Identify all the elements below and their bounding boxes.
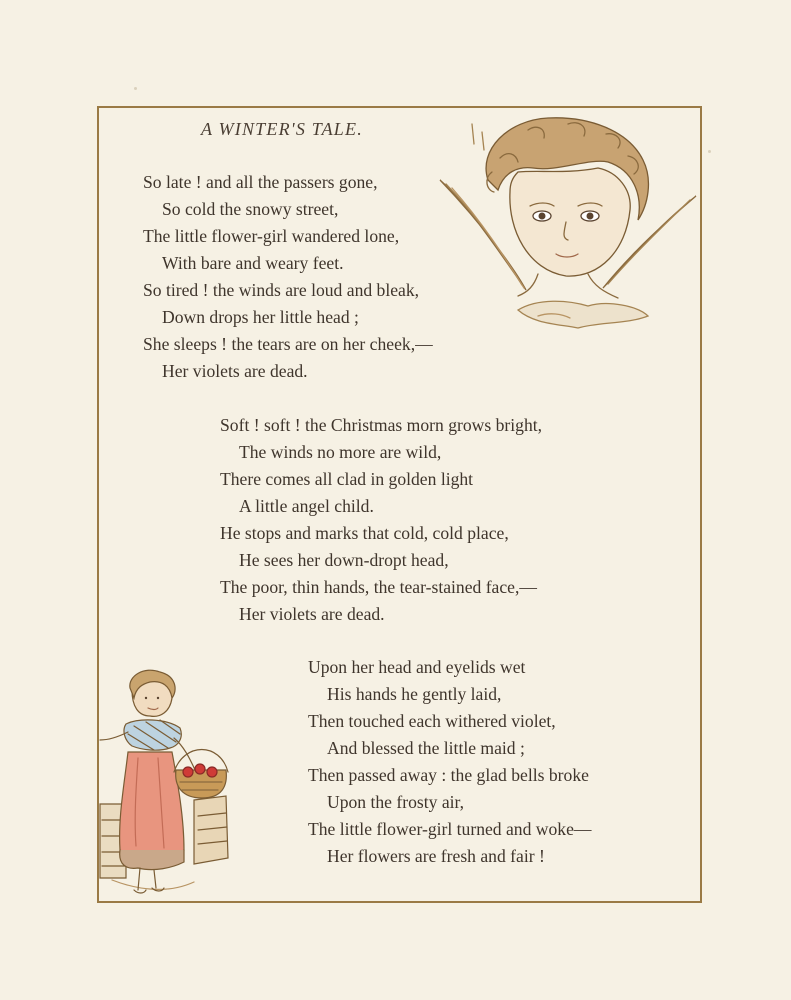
- cherub-head-illustration: [438, 110, 700, 342]
- poem-line: She sleeps ! the tears are on her cheek,—: [143, 334, 433, 354]
- poem-title: A WINTER'S TALE.: [201, 119, 363, 139]
- poem-line: The winds no more are wild,: [239, 442, 442, 462]
- poem-line: Then passed away : the glad bells broke: [308, 765, 589, 785]
- girl-shawl: [124, 720, 181, 750]
- poem-line: Soft ! soft ! the Christmas morn grows bright,: [220, 415, 543, 435]
- poem-line: He stops and marks that cold, cold place,: [220, 523, 509, 543]
- poem-line: Her violets are dead.: [162, 361, 308, 381]
- stanza-3: [308, 654, 592, 870]
- poem-line: So tired ! the winds are loud and bleak,: [143, 280, 420, 300]
- paper-speck: [708, 150, 711, 153]
- stanza-2: [220, 412, 542, 628]
- poem-line: With bare and weary feet.: [162, 253, 344, 273]
- cloud-puffs: [518, 301, 648, 328]
- poem-line: He sees her down-dropt head,: [239, 550, 449, 570]
- poem-line: His hands he gently laid,: [327, 684, 502, 704]
- poem-line: The little flower-girl wandered lone,: [143, 226, 400, 246]
- poem-line: Upon her head and eyelids wet: [308, 657, 526, 677]
- poem-line: And blessed the little maid ;: [327, 738, 525, 758]
- poem-line: Down drops her little head ;: [162, 307, 359, 327]
- girl-skirt: [120, 752, 184, 858]
- poem-line: Upon the frosty air,: [327, 792, 465, 812]
- poem-line: Then touched each withered violet,: [308, 711, 556, 731]
- paper-speck: [134, 87, 137, 90]
- poem-line: Her flowers are fresh and fair !: [327, 846, 545, 866]
- poem-line: A little angel child.: [239, 496, 374, 516]
- stanza-1: [143, 169, 433, 385]
- flower-girl-illustration: [98, 668, 238, 902]
- poem-line: The little flower-girl turned and woke—: [308, 819, 592, 839]
- poem-line: The poor, thin hands, the tear-stained face,—: [220, 577, 537, 597]
- poem-line: So late ! and all the passers gone,: [143, 172, 378, 192]
- cherub-face: [510, 168, 630, 276]
- poem-line: So cold the snowy street,: [162, 199, 339, 219]
- poem-line: There comes all clad in golden light: [220, 469, 474, 489]
- poem-line: Her violets are dead.: [239, 604, 385, 624]
